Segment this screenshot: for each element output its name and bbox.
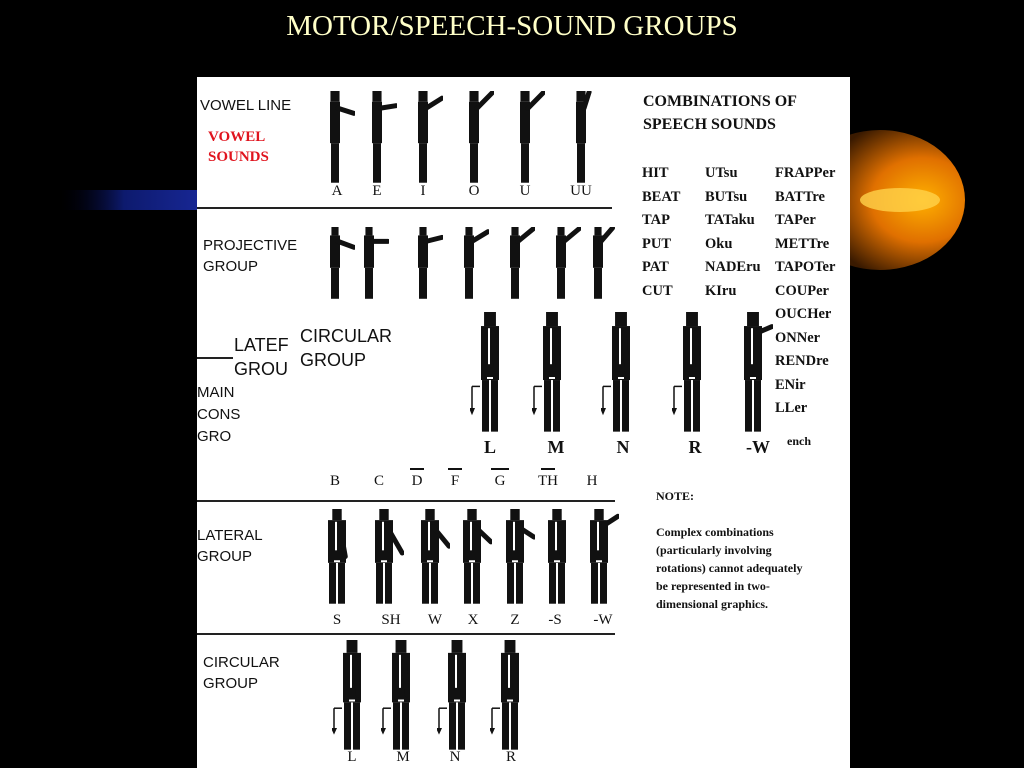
- letter-label: R: [505, 749, 517, 765]
- combination-word: COUPer: [775, 282, 829, 299]
- gesture-figure: [381, 640, 421, 760]
- letter-label: B: [329, 473, 341, 489]
- gesture-figure: [495, 509, 535, 614]
- gesture-figure: [578, 227, 618, 309]
- gesture-figure: [541, 227, 581, 309]
- combination-word: PAT: [642, 259, 669, 275]
- combination-word: Oku: [705, 235, 733, 252]
- overbar: [448, 468, 462, 470]
- combinations-column-french: [775, 162, 835, 421]
- letter-label: Z: [510, 612, 520, 628]
- letter-label: M: [547, 437, 565, 457]
- lateral-fragment-label: LATEF GROU: [234, 335, 289, 379]
- gesture-figure: [317, 509, 357, 614]
- divider: [197, 357, 233, 359]
- combination-word: ENir: [775, 376, 806, 393]
- combination-word: RENDre: [775, 353, 829, 369]
- gesture-figure: [672, 312, 712, 442]
- divider: [197, 633, 615, 635]
- combination-word: UTsu: [705, 165, 738, 181]
- letter-label: L: [483, 437, 497, 457]
- diagram-panel: [197, 77, 850, 768]
- letter-label: R: [688, 437, 702, 457]
- gesture-figure: [490, 640, 530, 760]
- gesture-figure: [505, 91, 545, 193]
- letter-label: G: [494, 473, 506, 489]
- combination-word: HIT: [642, 165, 669, 181]
- gesture-figure: [537, 509, 577, 614]
- gesture-figure: [452, 509, 492, 614]
- letter-label: D: [411, 473, 423, 489]
- letter-label: -W: [746, 437, 770, 457]
- gesture-figure: [437, 640, 477, 760]
- letter-label: TH: [538, 473, 558, 489]
- gesture-figure: [733, 312, 773, 442]
- combination-word: KIru: [705, 282, 737, 299]
- gesture-figure: [470, 312, 510, 442]
- vowel-sounds-label: VOWEL SOUNDS: [208, 129, 269, 165]
- gesture-figure: [349, 227, 389, 309]
- combination-word: OUCHer: [775, 306, 832, 322]
- letter-label: S: [332, 612, 342, 628]
- gesture-figure: [601, 312, 641, 442]
- divider: [197, 207, 612, 209]
- divider: [197, 500, 615, 502]
- gesture-figure: [579, 509, 619, 614]
- combinations-footnote: ench: [787, 434, 811, 448]
- combination-word: BATTre: [775, 188, 825, 205]
- letter-label: N: [449, 749, 461, 765]
- combination-word: BEAT: [642, 188, 681, 205]
- combination-word: FRAPPer: [775, 165, 836, 181]
- gesture-figure: [449, 227, 489, 309]
- combination-word: NADEru: [705, 259, 761, 275]
- letter-label: O: [468, 183, 480, 199]
- circular-group-label: CIRCULAR GROUP: [203, 654, 280, 692]
- overbar: [491, 468, 509, 470]
- combination-word: ONNer: [775, 329, 821, 346]
- letter-label: I: [420, 183, 426, 199]
- letter-label: UU: [570, 183, 592, 199]
- letter-label: W: [427, 612, 443, 628]
- combination-word: BUTsu: [705, 188, 748, 205]
- vowel-line-label: VOWEL LINE: [200, 97, 292, 114]
- gesture-figure: [364, 509, 404, 614]
- letter-label: X: [467, 612, 479, 628]
- gesture-figure: [495, 227, 535, 309]
- letter-label: SH: [381, 612, 401, 628]
- gesture-figure: [454, 91, 494, 193]
- circular-group-label-overlay: CIRCULAR GROUP: [300, 326, 393, 370]
- slide-title: MOTOR/SPEECH-SOUND GROUPS: [286, 10, 738, 42]
- note-heading: NOTE:: [656, 489, 695, 503]
- note-body: Complex combinations (particularly involving rotations) cannot adequately be represented in two- dimensional graphics.: [656, 525, 803, 611]
- letter-label: U: [519, 183, 531, 199]
- combination-word: CUT: [642, 282, 673, 299]
- combination-word: PUT: [642, 235, 671, 252]
- overbar: [410, 468, 424, 470]
- gesture-figure: [410, 509, 450, 614]
- letter-label: N: [616, 437, 630, 457]
- letter-label: -W: [593, 612, 613, 628]
- gesture-figure: [403, 91, 443, 193]
- gesture-figure: [357, 91, 397, 193]
- gesture-figure: [315, 91, 355, 193]
- letter-label: C: [373, 473, 385, 489]
- letter-label: L: [347, 749, 357, 765]
- main-consonants-fragment-label: MAIN CONS GRO: [197, 384, 241, 445]
- letter-label: E: [372, 183, 382, 199]
- combination-word: TATaku: [705, 212, 755, 228]
- letter-label: A: [331, 183, 343, 199]
- combination-word: LLer: [775, 400, 808, 416]
- combination-word: TAPOTer: [775, 259, 836, 275]
- combinations-column-english: [642, 162, 680, 303]
- gesture-figure: [561, 91, 601, 193]
- combination-word: TAP: [642, 212, 670, 228]
- gesture-figure: [403, 227, 443, 309]
- letter-label: F: [450, 473, 460, 489]
- letter-label: -S: [548, 612, 562, 628]
- gesture-figure: [332, 640, 372, 760]
- combinations-title: COMBINATIONS OF SPEECH SOUNDS: [643, 93, 797, 133]
- projective-group-label: PROJECTIVE GROUP: [203, 237, 298, 275]
- letter-label: H: [586, 473, 598, 489]
- lateral-group-label: LATERAL GROUP: [197, 527, 263, 565]
- overbar: [541, 468, 555, 470]
- gesture-figure: [532, 312, 572, 442]
- combinations-column-japanese: [705, 162, 761, 303]
- letter-label: M: [396, 749, 410, 765]
- combination-word: TAPer: [775, 212, 816, 228]
- combination-word: METTre: [775, 235, 830, 252]
